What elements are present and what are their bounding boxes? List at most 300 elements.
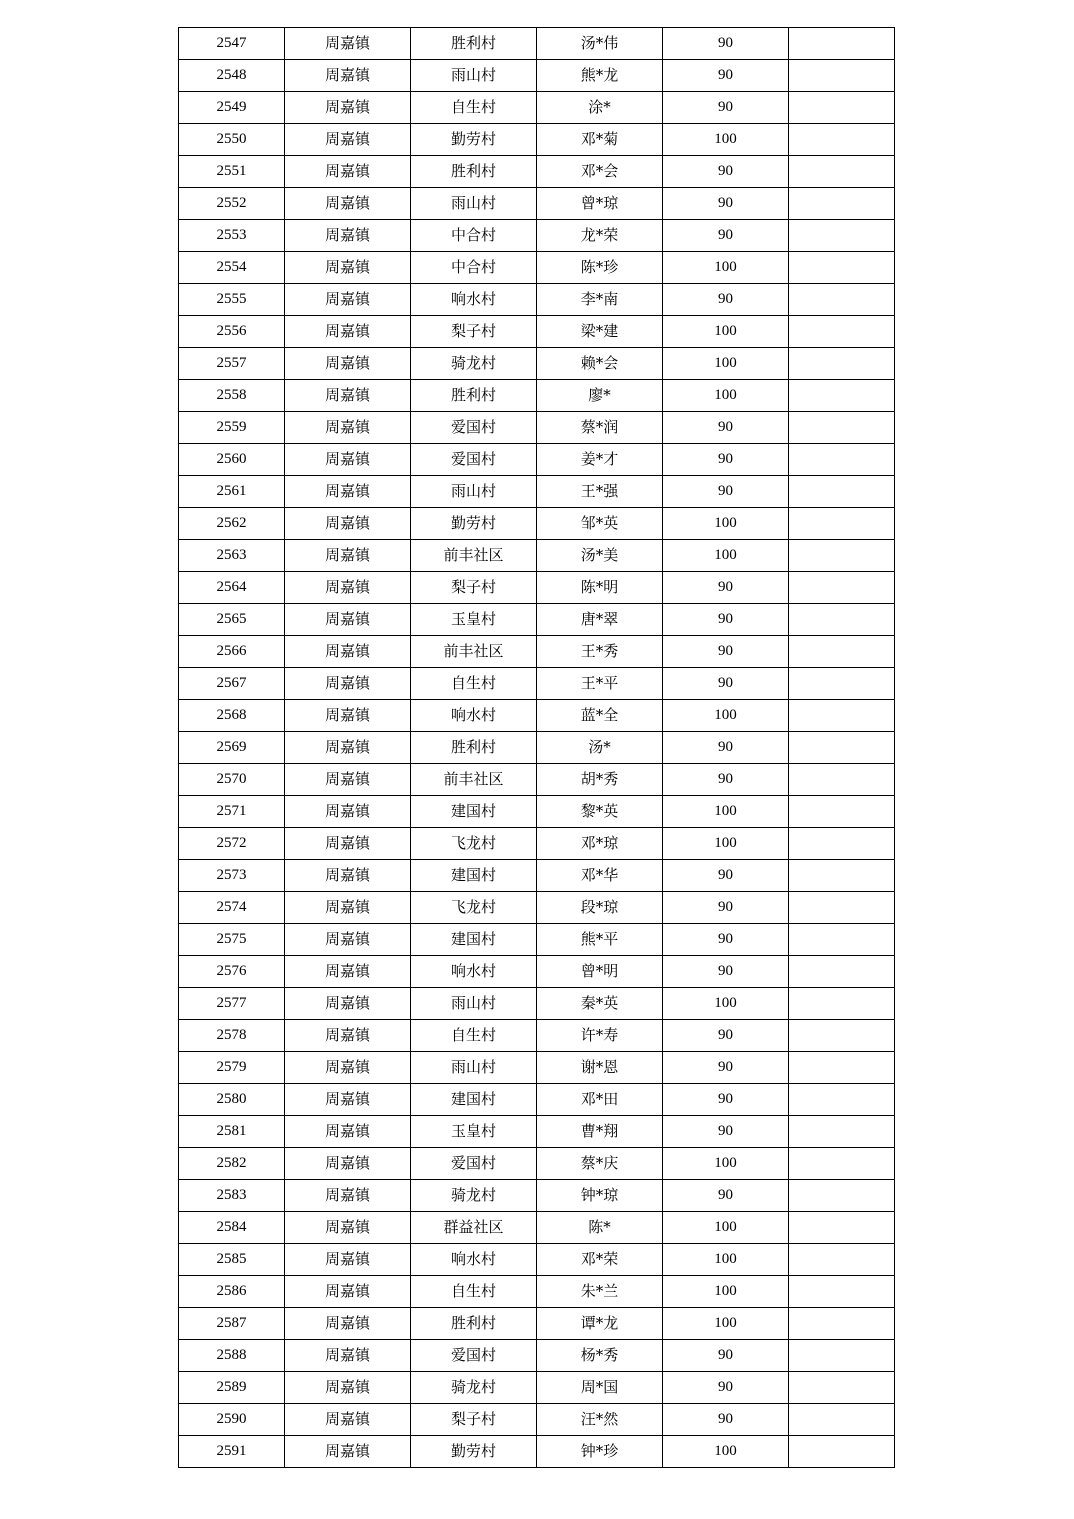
- town-cell: 周嘉镇: [285, 764, 411, 796]
- amount-cell: 90: [663, 636, 789, 668]
- name-cell: 蓝*全: [537, 700, 663, 732]
- name-cell: 龙*荣: [537, 220, 663, 252]
- town-cell: 周嘉镇: [285, 1340, 411, 1372]
- town-cell: 周嘉镇: [285, 636, 411, 668]
- village-cell: 胜利村: [411, 1308, 537, 1340]
- table-row: [179, 572, 895, 604]
- name-cell: 邓*菊: [537, 124, 663, 156]
- roster-table: [178, 27, 895, 1468]
- amount-cell: 90: [663, 1404, 789, 1436]
- name-cell: 李*南: [537, 284, 663, 316]
- town-cell: 周嘉镇: [285, 700, 411, 732]
- serial-number-cell: 2561: [179, 476, 285, 508]
- name-cell: 朱*兰: [537, 1276, 663, 1308]
- serial-number-cell: 2567: [179, 668, 285, 700]
- serial-number-cell: 2577: [179, 988, 285, 1020]
- town-cell: 周嘉镇: [285, 1020, 411, 1052]
- note-cell: [789, 220, 895, 252]
- town-cell: 周嘉镇: [285, 380, 411, 412]
- village-cell: 梨子村: [411, 1404, 537, 1436]
- town-cell: 周嘉镇: [285, 476, 411, 508]
- note-cell: [789, 732, 895, 764]
- note-cell: [789, 668, 895, 700]
- table-row: [179, 348, 895, 380]
- town-cell: 周嘉镇: [285, 1244, 411, 1276]
- amount-cell: 100: [663, 348, 789, 380]
- table-row: [179, 604, 895, 636]
- name-cell: 邓*荣: [537, 1244, 663, 1276]
- name-cell: 汪*然: [537, 1404, 663, 1436]
- note-cell: [789, 1180, 895, 1212]
- amount-cell: 90: [663, 60, 789, 92]
- note-cell: [789, 444, 895, 476]
- amount-cell: 90: [663, 956, 789, 988]
- village-cell: 骑龙村: [411, 1180, 537, 1212]
- name-cell: 熊*平: [537, 924, 663, 956]
- town-cell: 周嘉镇: [285, 1180, 411, 1212]
- amount-cell: 90: [663, 92, 789, 124]
- table-row: [179, 508, 895, 540]
- amount-cell: 90: [663, 1020, 789, 1052]
- village-cell: 群益社区: [411, 1212, 537, 1244]
- amount-cell: 100: [663, 540, 789, 572]
- serial-number-cell: 2562: [179, 508, 285, 540]
- amount-cell: 90: [663, 156, 789, 188]
- name-cell: 谭*龙: [537, 1308, 663, 1340]
- town-cell: 周嘉镇: [285, 1212, 411, 1244]
- table-row: [179, 1180, 895, 1212]
- note-cell: [789, 412, 895, 444]
- village-cell: 勤劳村: [411, 1436, 537, 1468]
- village-cell: 玉皇村: [411, 1116, 537, 1148]
- amount-cell: 100: [663, 1436, 789, 1468]
- table-row: [179, 476, 895, 508]
- village-cell: 爱国村: [411, 1148, 537, 1180]
- village-cell: 前丰社区: [411, 540, 537, 572]
- note-cell: [789, 604, 895, 636]
- amount-cell: 90: [663, 1372, 789, 1404]
- table-row: [179, 284, 895, 316]
- note-cell: [789, 1020, 895, 1052]
- serial-number-cell: 2549: [179, 92, 285, 124]
- serial-number-cell: 2566: [179, 636, 285, 668]
- table-row: [179, 1404, 895, 1436]
- note-cell: [789, 796, 895, 828]
- name-cell: 邓*琼: [537, 828, 663, 860]
- town-cell: 周嘉镇: [285, 668, 411, 700]
- town-cell: 周嘉镇: [285, 572, 411, 604]
- village-cell: 爱国村: [411, 412, 537, 444]
- town-cell: 周嘉镇: [285, 1276, 411, 1308]
- note-cell: [789, 1084, 895, 1116]
- table-row: [179, 1148, 895, 1180]
- village-cell: 自生村: [411, 1276, 537, 1308]
- note-cell: [789, 572, 895, 604]
- town-cell: 周嘉镇: [285, 988, 411, 1020]
- amount-cell: 100: [663, 1148, 789, 1180]
- note-cell: [789, 380, 895, 412]
- village-cell: 骑龙村: [411, 1372, 537, 1404]
- name-cell: 周*国: [537, 1372, 663, 1404]
- name-cell: 廖*: [537, 380, 663, 412]
- serial-number-cell: 2575: [179, 924, 285, 956]
- table-row: [179, 188, 895, 220]
- town-cell: 周嘉镇: [285, 924, 411, 956]
- table-row: [179, 1052, 895, 1084]
- amount-cell: 90: [663, 444, 789, 476]
- serial-number-cell: 2571: [179, 796, 285, 828]
- serial-number-cell: 2550: [179, 124, 285, 156]
- note-cell: [789, 1340, 895, 1372]
- name-cell: 邹*英: [537, 508, 663, 540]
- name-cell: 陈*: [537, 1212, 663, 1244]
- town-cell: 周嘉镇: [285, 604, 411, 636]
- note-cell: [789, 508, 895, 540]
- note-cell: [789, 636, 895, 668]
- town-cell: 周嘉镇: [285, 828, 411, 860]
- village-cell: 自生村: [411, 92, 537, 124]
- serial-number-cell: 2552: [179, 188, 285, 220]
- table-row: [179, 252, 895, 284]
- amount-cell: 100: [663, 1276, 789, 1308]
- note-cell: [789, 1276, 895, 1308]
- name-cell: 唐*翠: [537, 604, 663, 636]
- town-cell: 周嘉镇: [285, 892, 411, 924]
- amount-cell: 90: [663, 668, 789, 700]
- amount-cell: 90: [663, 604, 789, 636]
- town-cell: 周嘉镇: [285, 284, 411, 316]
- roster-body: [179, 28, 895, 1468]
- amount-cell: 100: [663, 124, 789, 156]
- town-cell: 周嘉镇: [285, 348, 411, 380]
- town-cell: 周嘉镇: [285, 60, 411, 92]
- table-row: [179, 796, 895, 828]
- village-cell: 中合村: [411, 220, 537, 252]
- note-cell: [789, 284, 895, 316]
- note-cell: [789, 348, 895, 380]
- table-row: [179, 1276, 895, 1308]
- town-cell: 周嘉镇: [285, 508, 411, 540]
- amount-cell: 100: [663, 1308, 789, 1340]
- table-row: [179, 92, 895, 124]
- serial-number-cell: 2564: [179, 572, 285, 604]
- table-row: [179, 1084, 895, 1116]
- village-cell: 响水村: [411, 284, 537, 316]
- note-cell: [789, 988, 895, 1020]
- serial-number-cell: 2574: [179, 892, 285, 924]
- table-row: [179, 732, 895, 764]
- table-row: [179, 1244, 895, 1276]
- serial-number-cell: 2591: [179, 1436, 285, 1468]
- village-cell: 飞龙村: [411, 892, 537, 924]
- amount-cell: 100: [663, 796, 789, 828]
- table-row: [179, 1308, 895, 1340]
- table-row: [179, 1436, 895, 1468]
- town-cell: 周嘉镇: [285, 444, 411, 476]
- note-cell: [789, 476, 895, 508]
- village-cell: 勤劳村: [411, 508, 537, 540]
- note-cell: [789, 860, 895, 892]
- table-row: [179, 444, 895, 476]
- name-cell: 汤*美: [537, 540, 663, 572]
- amount-cell: 90: [663, 924, 789, 956]
- town-cell: 周嘉镇: [285, 252, 411, 284]
- note-cell: [789, 1404, 895, 1436]
- town-cell: 周嘉镇: [285, 92, 411, 124]
- name-cell: 曾*琼: [537, 188, 663, 220]
- serial-number-cell: 2579: [179, 1052, 285, 1084]
- amount-cell: 90: [663, 476, 789, 508]
- table-row: [179, 668, 895, 700]
- table-row: [179, 924, 895, 956]
- village-cell: 爱国村: [411, 1340, 537, 1372]
- table-row: [179, 636, 895, 668]
- note-cell: [789, 156, 895, 188]
- note-cell: [789, 540, 895, 572]
- town-cell: 周嘉镇: [285, 188, 411, 220]
- name-cell: 陈*珍: [537, 252, 663, 284]
- village-cell: 响水村: [411, 700, 537, 732]
- town-cell: 周嘉镇: [285, 732, 411, 764]
- name-cell: 曹*翔: [537, 1116, 663, 1148]
- serial-number-cell: 2553: [179, 220, 285, 252]
- name-cell: 汤*伟: [537, 28, 663, 60]
- village-cell: 梨子村: [411, 572, 537, 604]
- note-cell: [789, 1052, 895, 1084]
- amount-cell: 90: [663, 412, 789, 444]
- serial-number-cell: 2590: [179, 1404, 285, 1436]
- town-cell: 周嘉镇: [285, 1404, 411, 1436]
- serial-number-cell: 2586: [179, 1276, 285, 1308]
- note-cell: [789, 252, 895, 284]
- serial-number-cell: 2570: [179, 764, 285, 796]
- amount-cell: 100: [663, 316, 789, 348]
- note-cell: [789, 92, 895, 124]
- name-cell: 王*秀: [537, 636, 663, 668]
- amount-cell: 90: [663, 220, 789, 252]
- name-cell: 秦*英: [537, 988, 663, 1020]
- town-cell: 周嘉镇: [285, 1148, 411, 1180]
- table-row: [179, 316, 895, 348]
- village-cell: 响水村: [411, 1244, 537, 1276]
- table-row: [179, 860, 895, 892]
- note-cell: [789, 764, 895, 796]
- town-cell: 周嘉镇: [285, 796, 411, 828]
- town-cell: 周嘉镇: [285, 1052, 411, 1084]
- town-cell: 周嘉镇: [285, 124, 411, 156]
- amount-cell: 90: [663, 28, 789, 60]
- serial-number-cell: 2547: [179, 28, 285, 60]
- note-cell: [789, 956, 895, 988]
- amount-cell: 90: [663, 1116, 789, 1148]
- name-cell: 陈*明: [537, 572, 663, 604]
- amount-cell: 100: [663, 508, 789, 540]
- town-cell: 周嘉镇: [285, 220, 411, 252]
- table-row: [179, 700, 895, 732]
- village-cell: 前丰社区: [411, 764, 537, 796]
- name-cell: 杨*秀: [537, 1340, 663, 1372]
- serial-number-cell: 2576: [179, 956, 285, 988]
- serial-number-cell: 2554: [179, 252, 285, 284]
- table-row: [179, 156, 895, 188]
- table-row: [179, 1212, 895, 1244]
- serial-number-cell: 2555: [179, 284, 285, 316]
- serial-number-cell: 2569: [179, 732, 285, 764]
- serial-number-cell: 2560: [179, 444, 285, 476]
- serial-number-cell: 2551: [179, 156, 285, 188]
- town-cell: 周嘉镇: [285, 1372, 411, 1404]
- name-cell: 赖*会: [537, 348, 663, 380]
- note-cell: [789, 1212, 895, 1244]
- town-cell: 周嘉镇: [285, 540, 411, 572]
- amount-cell: 90: [663, 860, 789, 892]
- village-cell: 自生村: [411, 668, 537, 700]
- note-cell: [789, 1148, 895, 1180]
- serial-number-cell: 2557: [179, 348, 285, 380]
- serial-number-cell: 2548: [179, 60, 285, 92]
- village-cell: 飞龙村: [411, 828, 537, 860]
- serial-number-cell: 2584: [179, 1212, 285, 1244]
- village-cell: 雨山村: [411, 60, 537, 92]
- village-cell: 建国村: [411, 924, 537, 956]
- table-row: [179, 540, 895, 572]
- name-cell: 蔡*庆: [537, 1148, 663, 1180]
- serial-number-cell: 2588: [179, 1340, 285, 1372]
- amount-cell: 90: [663, 1084, 789, 1116]
- serial-number-cell: 2563: [179, 540, 285, 572]
- name-cell: 梁*建: [537, 316, 663, 348]
- town-cell: 周嘉镇: [285, 1116, 411, 1148]
- name-cell: 胡*秀: [537, 764, 663, 796]
- village-cell: 玉皇村: [411, 604, 537, 636]
- amount-cell: 100: [663, 828, 789, 860]
- serial-number-cell: 2581: [179, 1116, 285, 1148]
- table-row: [179, 412, 895, 444]
- name-cell: 段*琼: [537, 892, 663, 924]
- table-row: [179, 988, 895, 1020]
- table-row: [179, 892, 895, 924]
- note-cell: [789, 28, 895, 60]
- village-cell: 雨山村: [411, 188, 537, 220]
- name-cell: 姜*才: [537, 444, 663, 476]
- amount-cell: 100: [663, 252, 789, 284]
- village-cell: 前丰社区: [411, 636, 537, 668]
- amount-cell: 90: [663, 188, 789, 220]
- table-row: [179, 1372, 895, 1404]
- note-cell: [789, 60, 895, 92]
- village-cell: 胜利村: [411, 732, 537, 764]
- name-cell: 黎*英: [537, 796, 663, 828]
- town-cell: 周嘉镇: [285, 1084, 411, 1116]
- name-cell: 邓*田: [537, 1084, 663, 1116]
- amount-cell: 90: [663, 764, 789, 796]
- town-cell: 周嘉镇: [285, 412, 411, 444]
- town-cell: 周嘉镇: [285, 1308, 411, 1340]
- name-cell: 熊*龙: [537, 60, 663, 92]
- note-cell: [789, 316, 895, 348]
- name-cell: 钟*琼: [537, 1180, 663, 1212]
- village-cell: 胜利村: [411, 156, 537, 188]
- amount-cell: 90: [663, 284, 789, 316]
- village-cell: 爱国村: [411, 444, 537, 476]
- serial-number-cell: 2585: [179, 1244, 285, 1276]
- serial-number-cell: 2578: [179, 1020, 285, 1052]
- serial-number-cell: 2568: [179, 700, 285, 732]
- note-cell: [789, 1372, 895, 1404]
- note-cell: [789, 188, 895, 220]
- town-cell: 周嘉镇: [285, 156, 411, 188]
- serial-number-cell: 2583: [179, 1180, 285, 1212]
- amount-cell: 90: [663, 892, 789, 924]
- amount-cell: 90: [663, 572, 789, 604]
- table-row: [179, 1020, 895, 1052]
- note-cell: [789, 924, 895, 956]
- serial-number-cell: 2580: [179, 1084, 285, 1116]
- serial-number-cell: 2589: [179, 1372, 285, 1404]
- amount-cell: 90: [663, 732, 789, 764]
- table-row: [179, 764, 895, 796]
- village-cell: 骑龙村: [411, 348, 537, 380]
- amount-cell: 90: [663, 1180, 789, 1212]
- note-cell: [789, 892, 895, 924]
- name-cell: 王*平: [537, 668, 663, 700]
- name-cell: 钟*珍: [537, 1436, 663, 1468]
- note-cell: [789, 1244, 895, 1276]
- serial-number-cell: 2559: [179, 412, 285, 444]
- table-row: [179, 220, 895, 252]
- serial-number-cell: 2556: [179, 316, 285, 348]
- village-cell: 雨山村: [411, 476, 537, 508]
- village-cell: 雨山村: [411, 988, 537, 1020]
- name-cell: 邓*会: [537, 156, 663, 188]
- name-cell: 汤*: [537, 732, 663, 764]
- village-cell: 胜利村: [411, 380, 537, 412]
- name-cell: 谢*恩: [537, 1052, 663, 1084]
- village-cell: 梨子村: [411, 316, 537, 348]
- note-cell: [789, 1116, 895, 1148]
- name-cell: 曾*明: [537, 956, 663, 988]
- village-cell: 建国村: [411, 796, 537, 828]
- table-row: [179, 60, 895, 92]
- serial-number-cell: 2582: [179, 1148, 285, 1180]
- name-cell: 蔡*润: [537, 412, 663, 444]
- serial-number-cell: 2565: [179, 604, 285, 636]
- serial-number-cell: 2573: [179, 860, 285, 892]
- table-row: [179, 1116, 895, 1148]
- table-row: [179, 956, 895, 988]
- name-cell: 涂*: [537, 92, 663, 124]
- village-cell: 胜利村: [411, 28, 537, 60]
- amount-cell: 100: [663, 380, 789, 412]
- town-cell: 周嘉镇: [285, 860, 411, 892]
- name-cell: 许*寿: [537, 1020, 663, 1052]
- table-row: [179, 1340, 895, 1372]
- amount-cell: 90: [663, 1052, 789, 1084]
- town-cell: 周嘉镇: [285, 956, 411, 988]
- table-row: [179, 28, 895, 60]
- town-cell: 周嘉镇: [285, 28, 411, 60]
- amount-cell: 100: [663, 1212, 789, 1244]
- note-cell: [789, 828, 895, 860]
- amount-cell: 100: [663, 700, 789, 732]
- village-cell: 自生村: [411, 1020, 537, 1052]
- village-cell: 中合村: [411, 252, 537, 284]
- serial-number-cell: 2558: [179, 380, 285, 412]
- note-cell: [789, 700, 895, 732]
- note-cell: [789, 124, 895, 156]
- village-cell: 勤劳村: [411, 124, 537, 156]
- table-row: [179, 380, 895, 412]
